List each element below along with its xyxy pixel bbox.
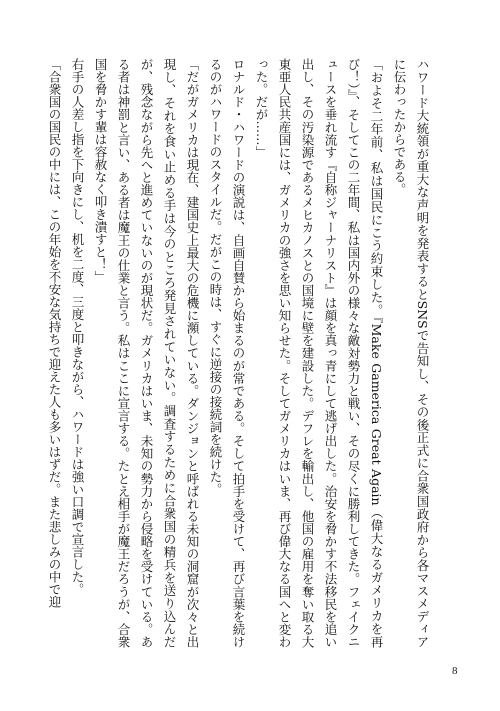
paragraph-speech-opening: 「およそ二年前、私は国民にこう約束した。『Make Gamerica Great Again（偉大なるガメリカを再び！）』、そしてこの二年間、私は国内外の様々な敵対勢力と戦い、その尽くに勝利してきた。フェイクニュースを垂れ流す『自称ジャーナリスト』は顔を真っ青にして逃げ出した。治安を脅かす不法移民を追い出し、その汚染源であるメヒカノスとの国境に壁を建設した。デフレを輸出し、他国の雇用を奪い取る大東亜人民共産国には、ガメリカの強さを思い知らせた。そしてガメリカはいま、再び偉大なる国へと変わった。だが……」 [254, 58, 384, 648]
paragraph-announcement: ハワード大統領が重大な声明を発表するとSNSで告知し、その後正式に合衆国政府から各マスメディアに伝わったからである。 [392, 58, 430, 648]
vertical-text-block [47, 58, 434, 649]
paragraph-speech-continuation: 「合衆国の国民の中には、この年始を不安な気持ちで迎えた人も多いはずだ。また悲しみの中で迎 [47, 58, 62, 608]
paragraph-narration-style: ロナルド・ハワードの演説は、自画自賛から始まるのが常である。そして拍手を受けて、再び言葉を続けるのがハワードのスタイルだ。だがこの時は、すぐに逆接の接続詞を続けた。 [208, 58, 246, 648]
paragraph-narration-gesture: 右手の人差し指を下向きにし、机を二度、三度と叩きながら、ハワードは強い口調で宣言した。 [70, 58, 85, 596]
page-number: 8 [452, 665, 458, 677]
paragraph-speech-crisis: 「だがガメリカは現在、建国史上最大の危機に瀕している。ダンジョンと呼ばれる未知の洞窟が次々と出現し、それを食い止める手は今のところ発見されていない。調査するために合衆国の精兵を送り込んだが、残念ながら先へと進めていないのが現状だ。ガメリカはいま、未知の勢力から侵略を受けている。ある者は神罰と言い、ある者は魔王の仕業と言う。私はここに宣言する。たとえ相手が魔王だろうが、合衆国を脅かす輩は容赦なく叩き潰すと！」 [93, 58, 200, 649]
